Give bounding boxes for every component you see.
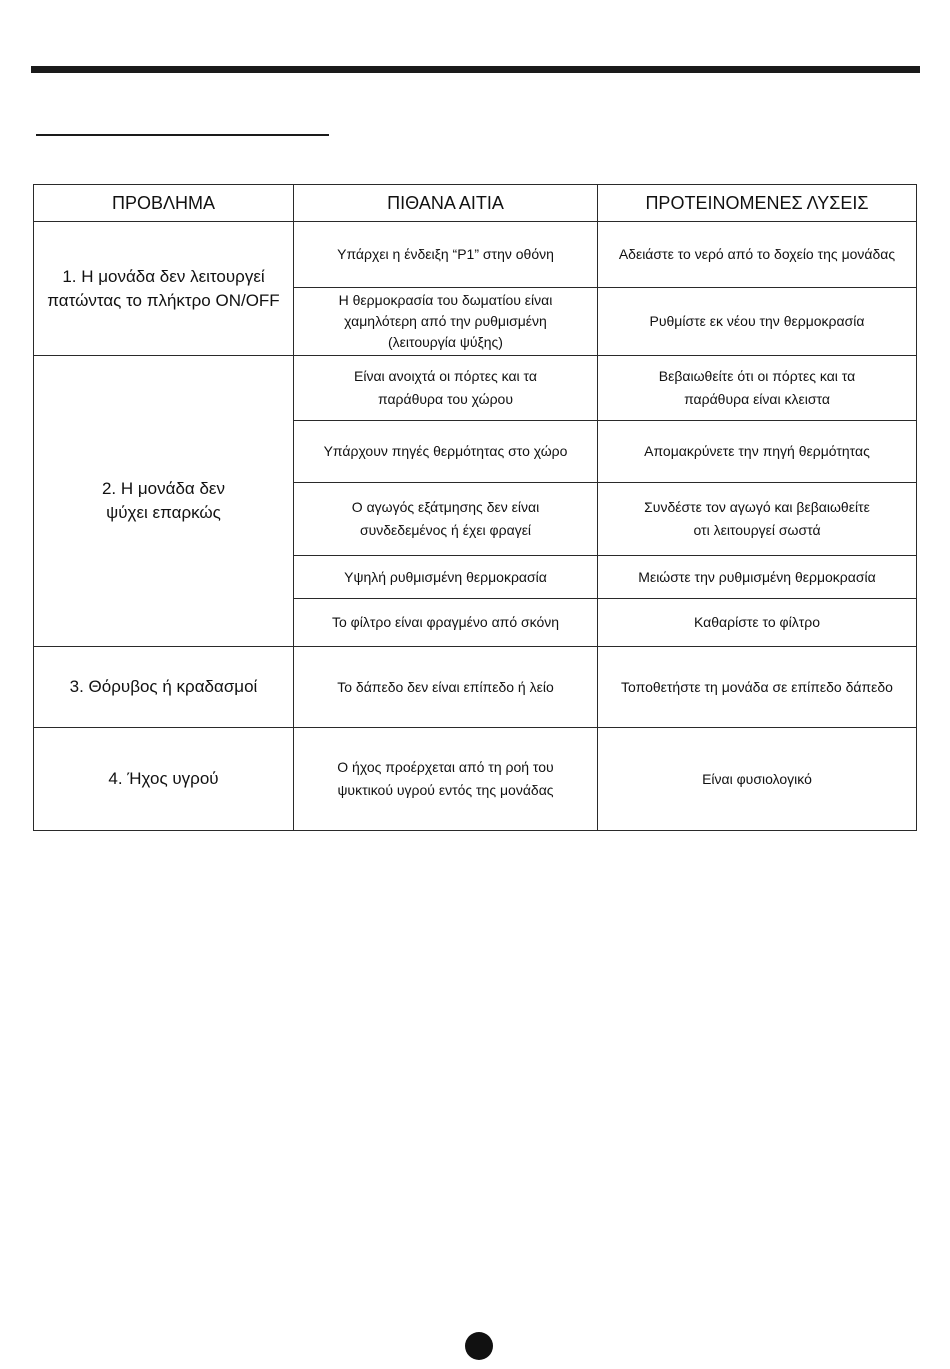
solution-cell: Είναι φυσιολογικό bbox=[598, 728, 917, 831]
header-problem: ΠΡΟΒΛΗΜΑ bbox=[34, 185, 294, 222]
problem-cell: 4. Ήχος υγρού bbox=[34, 728, 294, 831]
cause-cell: Υψηλή ρυθμισμένη θερμοκρασία bbox=[294, 556, 598, 599]
solution-cell: Μειώστε την ρυθμισμένη θερμοκρασία bbox=[598, 556, 917, 599]
section-title-rule bbox=[36, 134, 329, 136]
table-row bbox=[34, 222, 917, 288]
solution-cell: Αδειάστε το νερό από το δοχείο της μονάδας bbox=[598, 222, 917, 288]
problem-cell: 3. Θόρυβος ή κραδασμοί bbox=[34, 647, 294, 728]
cause-cell: Ο ήχος προέρχεται από τη ροή του ψυκτικού υγρού εντός της μονάδας bbox=[294, 728, 598, 831]
header-cause: ΠΙΘΑΝΑ ΑΙΤΙΑ bbox=[294, 185, 598, 222]
problem-cell: 2. Η μονάδα δεν ψύχει επαρκώς bbox=[34, 356, 294, 647]
troubleshooting-table bbox=[33, 184, 917, 831]
cause-cell: Υπάρχουν πηγές θερμότητας στο χώρο bbox=[294, 421, 598, 483]
table-row bbox=[34, 647, 917, 728]
solution-cell: Συνδέστε τον αγωγό και βεβαιωθείτε οτι λειτουργεί σωστά bbox=[598, 483, 917, 556]
solution-cell: Απομακρύνετε την πηγή θερμότητας bbox=[598, 421, 917, 483]
solution-cell: Βεβαιωθείτε ότι οι πόρτες και τα παράθυρα είναι κλειστα bbox=[598, 356, 917, 421]
cause-cell: Ο αγωγός εξάτμησης δεν είναι συνδεδεμένος ή έχει φραγεί bbox=[294, 483, 598, 556]
cause-cell: Το φίλτρο είναι φραγμένο από σκόνη bbox=[294, 599, 598, 647]
header-rule bbox=[31, 66, 920, 73]
cause-cell: Υπάρχει η ένδειξη “P1” στην οθόνη bbox=[294, 222, 598, 288]
table-row bbox=[34, 728, 917, 831]
page-number-dot bbox=[465, 1332, 493, 1360]
cause-cell: Η θερμοκρασία του δωματίου είναι χαμηλότερη από την ρυθμισμένη (λειτουργία ψύξης) bbox=[294, 288, 598, 356]
problem-cell: 1. Η μονάδα δεν λειτουργεί πατώντας το πλήκτρο ON/OFF bbox=[34, 222, 294, 356]
cause-cell: Το δάπεδο δεν είναι επίπεδο ή λείο bbox=[294, 647, 598, 728]
cause-cell: Είναι ανοιχτά οι πόρτες και τα παράθυρα του χώρου bbox=[294, 356, 598, 421]
header-solution: ΠΡΟΤΕΙΝΟΜΕΝΕΣ ΛΥΣΕΙΣ bbox=[598, 185, 917, 222]
solution-cell: Τοποθετήστε τη μονάδα σε επίπεδο δάπεδο bbox=[598, 647, 917, 728]
table-row bbox=[34, 356, 917, 421]
solution-cell: Ρυθμίστε εκ νέου την θερμοκρασία bbox=[598, 288, 917, 356]
table-header-row bbox=[34, 185, 917, 222]
solution-cell: Καθαρίστε το φίλτρο bbox=[598, 599, 917, 647]
